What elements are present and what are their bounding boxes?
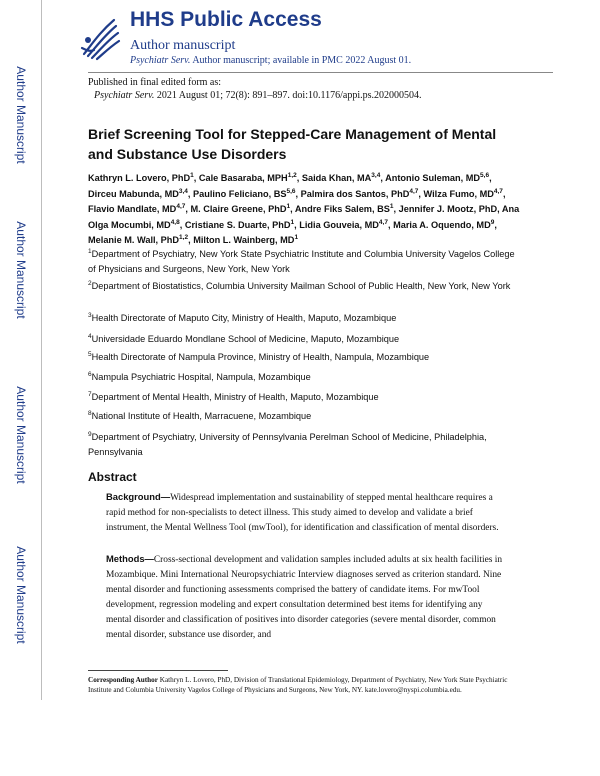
affiliation: $^1$Department of Psychiatry, New York State Psychiatric Institute and Columbia University Vagelos College of Physicians and Surgeons, New York, New York — [88, 247, 515, 274]
author-affiliation-mark: 1,2 — [179, 234, 189, 242]
author-name: Dirceu Mabunda, MD — [88, 188, 179, 199]
author-affiliation-mark: 3,4 — [178, 187, 188, 195]
hhs-title: HHS Public Access — [130, 8, 322, 31]
author-affiliation-mark: 4,8 — [170, 218, 180, 226]
header-divider — [88, 72, 553, 73]
author-name: Paulino Feliciano, BS — [193, 188, 287, 199]
footnote-divider — [88, 670, 228, 671]
article-title: Brief Screening Tool for Stepped-Care Management of Mental and Substance Use Disorders — [88, 126, 497, 162]
author-affiliation-mark: 9 — [490, 218, 495, 226]
author-affiliation-mark: 1 — [190, 171, 194, 179]
affiliation: $^3$Health Directorate of Maputo City, Ministry of Health, Maputo, Mozambique — [88, 311, 397, 323]
author-affiliation-mark: 3,4 — [371, 171, 381, 179]
affiliation: $^9$Department of Psychiatry, University of Pennsylvania Perelman School of Medicine, Philadelphia, Pennsylvania — [88, 430, 487, 457]
author-name: Palmira dos Santos, PhD — [300, 188, 410, 199]
citation: Psychiatr Serv. 2021 August 01; 72(8): 891–897. doi:10.1176/appi.ps.202000504. — [94, 90, 422, 101]
author-name: Kathryn L. Lovero, PhD — [88, 173, 191, 183]
affiliation: $^5$Health Directorate of Nampula Province, Ministry of Health, Nampula, Mozambique — [88, 350, 430, 362]
author-affiliation-mark: 4,7 — [493, 187, 503, 195]
margin-rule — [41, 0, 42, 700]
hhs-eagle-logo — [76, 14, 122, 64]
published-label: Published in final edited form as: — [88, 77, 222, 88]
abstract-heading: Abstract — [88, 470, 137, 484]
author-affiliation-mark: 1,2 — [287, 171, 297, 179]
affiliation: $^8$National Institute of Health, Marracuene, Mozambique — [88, 409, 312, 421]
author-affiliation-mark: 5,6 — [480, 171, 490, 179]
author-name: Maria A. Oquendo, MD — [393, 219, 491, 230]
author-name: Melanie M. Wall, PhD — [88, 235, 180, 246]
author-name: Andre Fiks Salem, BS — [294, 204, 390, 215]
corresponding-author-footnote: Corresponding Author Kathryn L. Lovero, PhD, Division of Translational Epidemiology, Department of Psychiatry, New York State Psychiatric Institute and Columbia University Vagelos College of Physicians and Surgeons, New York, NY. kate.lovero@nyspi.columbia.edu. — [88, 676, 508, 694]
author-affiliation-mark: 4,7 — [409, 187, 419, 195]
author-name: Saida Khan, MA — [301, 173, 372, 183]
abstract-methods: Methods—Cross-sectional development and validation samples included adults at six health facilities in Mozambique. Mini International Neuropsychiatric Interview diagnoses served as criterion standard. Nine mental disorder and functioning assessments comprised the battery of candidate items. For mwTool development, regression modeling and expert consultation determined best items for identifying any mental disorder and classification of positives into disorder categories (severe mental disorder, common mental disorder, substance use disorder, and — [106, 553, 503, 640]
affiliation: $^7$Department of Mental Health, Ministry of Health, Maputo, Mozambique — [88, 390, 379, 402]
hhs-subtitle: Author manuscript — [130, 38, 236, 53]
affiliation: $^6$Nampula Psychiatric Hospital, Nampula, Mozambique — [88, 370, 311, 382]
side-label: Author Manuscript — [14, 66, 28, 164]
author-name: Flavio Mandlate, MD — [88, 204, 177, 215]
abstract-background: Background—Widespread implementation and sustainability of stepped mental healthcare requires a rapid method for non-specialists to detect illness. This study aimed to develop and validate a brief instrument, the Mental Wellness Tool (mwTool), for identification and classification of mental disorders. — [106, 491, 499, 533]
author-affiliation-mark: 4,7 — [378, 218, 388, 226]
author-affiliation-mark: 5,6 — [286, 187, 296, 195]
author-affiliation-mark: 1 — [389, 203, 394, 211]
side-label: Author Manuscript — [14, 221, 28, 319]
author-name: Cale Basaraba, MPH — [198, 173, 288, 183]
author-name: Wilza Fumo, MD — [423, 188, 494, 199]
affiliation: $^4$Universidade Eduardo Mondlane School of Medicine, Maputo, Mozambique — [88, 332, 400, 344]
author-name: Cristiane S. Duarte, PhD — [184, 219, 291, 230]
author-affiliation-mark: 1 — [286, 203, 291, 211]
side-label: Author Manuscript — [14, 546, 28, 644]
side-label: Author Manuscript — [14, 386, 28, 484]
author-name: Ana Olga Mocumbi, MD — [88, 204, 520, 230]
author-affiliation-mark: 1 — [294, 234, 299, 242]
author-name: Milton L. Wainberg, MD — [193, 235, 295, 246]
author-list: Kathryn L. Lovero, PhD$^1$, Cale Basaraba, MPH$^{1,2}$, Saida Khan, MA$^{3,4}$, Antonio Suleman, MD$^{5,6}$, Dirceu Mabunda, MD$^{3,4}$, Paulino Feliciano, BS$^{5,6}$, Palmira dos Santos, PhD$^{4,7}$, Wilza Fumo, MD$^{4,7}$, Flavio Mandlate, MD$^{4,7}$, M. Claire Greene, PhD$^1$, Andre Fiks Salem, $BS^1$, Jennifer J. Mootz, PhD, Ana Olga Mocumbi, MD$^{4,8}$, Cristiane S. Duarte, PhD$^1$, Lidia Gouveia, MD$^{4,7}$, Maria A. Oquendo, $MD^9$, Melanie M. Wall, PhD$^{1,2}$, Milton L. Wainberg, $MD^1$ — [88, 171, 520, 246]
author-name: M. Claire Greene, PhD — [190, 204, 287, 215]
author-name: Jennifer J. Mootz, PhD — [398, 204, 498, 215]
author-name: Antonio Suleman, MD — [385, 173, 481, 183]
author-affiliation-mark: 1 — [290, 218, 295, 226]
affiliation: $^2$Department of Biostatistics, Columbia University Mailman School of Public Health, New York, New York — [88, 279, 511, 291]
author-name: Lidia Gouveia, MD — [299, 219, 379, 230]
author-affiliation-mark: 4,7 — [176, 203, 186, 211]
availability-line: Psychiatr Serv. Author manuscript; available in PMC 2022 August 01. — [130, 55, 412, 66]
